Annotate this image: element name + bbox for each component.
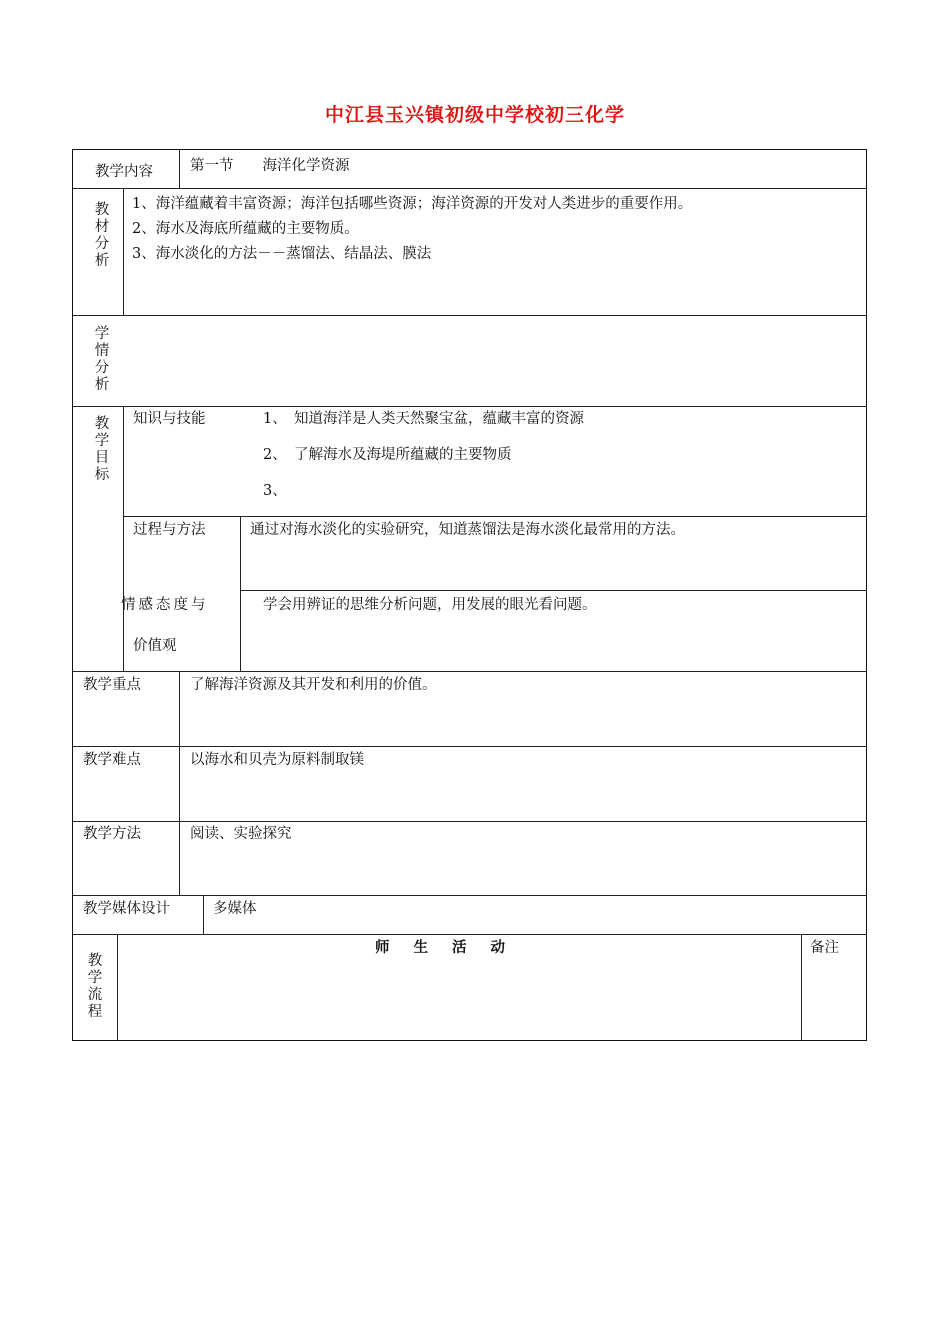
textbook-analysis-label: 教材分析 bbox=[94, 202, 110, 269]
textbook-analysis-line: 1、海洋蕴藏着丰富资源；海洋包括哪些资源；海洋资源的开发对人类进步的重要作用。 bbox=[132, 196, 693, 212]
row-divider bbox=[73, 315, 866, 316]
column-divider bbox=[123, 406, 124, 671]
attitude-value: 学会用辨证的思维分析问题，用发展的眼光看问题。 bbox=[263, 597, 597, 613]
knowledge-line: 1、 知道海洋是人类天然聚宝盆，蕴藏丰富的资源 bbox=[263, 411, 584, 427]
activities-header: 师生活动 bbox=[375, 940, 529, 956]
knowledge-label: 知识与技能 bbox=[133, 411, 206, 427]
textbook-analysis-line: 2、海水及海底所蕴藏的主要物质。 bbox=[132, 221, 359, 237]
column-divider bbox=[117, 934, 118, 1040]
column-divider bbox=[240, 516, 241, 671]
learner-analysis-label: 学情分析 bbox=[94, 326, 110, 393]
row-divider bbox=[73, 895, 866, 896]
document-title: 中江县玉兴镇初级中学校初三化学 bbox=[324, 104, 625, 126]
process-flow-label: 教学流程 bbox=[87, 953, 103, 1020]
process-method-label: 过程与方法 bbox=[133, 522, 206, 538]
attitude-label-line2: 价值观 bbox=[133, 638, 177, 654]
row-divider bbox=[73, 188, 866, 189]
row-divider bbox=[73, 934, 866, 935]
knowledge-line: 3、 bbox=[263, 483, 287, 499]
difficulties-label: 教学难点 bbox=[83, 752, 141, 768]
knowledge-line: 2、 了解海水及海堤所蕴藏的主要物质 bbox=[263, 447, 512, 463]
column-divider bbox=[179, 671, 180, 895]
column-divider bbox=[123, 188, 124, 315]
content-value: 第一节 海洋化学资源 bbox=[190, 158, 350, 174]
row-divider bbox=[123, 516, 866, 517]
key-points-value: 了解海洋资源及其开发和利用的价值。 bbox=[190, 677, 437, 693]
column-divider bbox=[801, 934, 802, 1040]
media-label: 教学媒体设计 bbox=[83, 901, 170, 917]
textbook-analysis-line: 3、海水淡化的方法－－蒸馏法、结晶法、膜法 bbox=[132, 246, 432, 262]
process-method-value: 通过对海水淡化的实验研究，知道蒸馏法是海水淡化最常用的方法。 bbox=[250, 522, 685, 538]
methods-label: 教学方法 bbox=[83, 826, 141, 842]
column-divider bbox=[203, 895, 204, 934]
row-divider bbox=[240, 590, 866, 591]
key-points-label: 教学重点 bbox=[83, 677, 141, 693]
notes-header: 备注 bbox=[810, 940, 839, 956]
column-divider bbox=[179, 150, 180, 188]
objectives-label: 教学目标 bbox=[94, 416, 110, 483]
media-value: 多媒体 bbox=[213, 901, 257, 917]
content-label: 教学内容 bbox=[95, 164, 153, 180]
row-divider bbox=[73, 821, 866, 822]
methods-value: 阅读、实验探究 bbox=[190, 826, 292, 842]
row-divider bbox=[73, 671, 866, 672]
lesson-plan-table bbox=[72, 149, 867, 1041]
row-divider bbox=[73, 406, 866, 407]
row-divider bbox=[73, 746, 866, 747]
attitude-label-line1: 情感态度与 bbox=[121, 597, 209, 613]
difficulties-value: 以海水和贝壳为原料制取镁 bbox=[190, 752, 364, 768]
